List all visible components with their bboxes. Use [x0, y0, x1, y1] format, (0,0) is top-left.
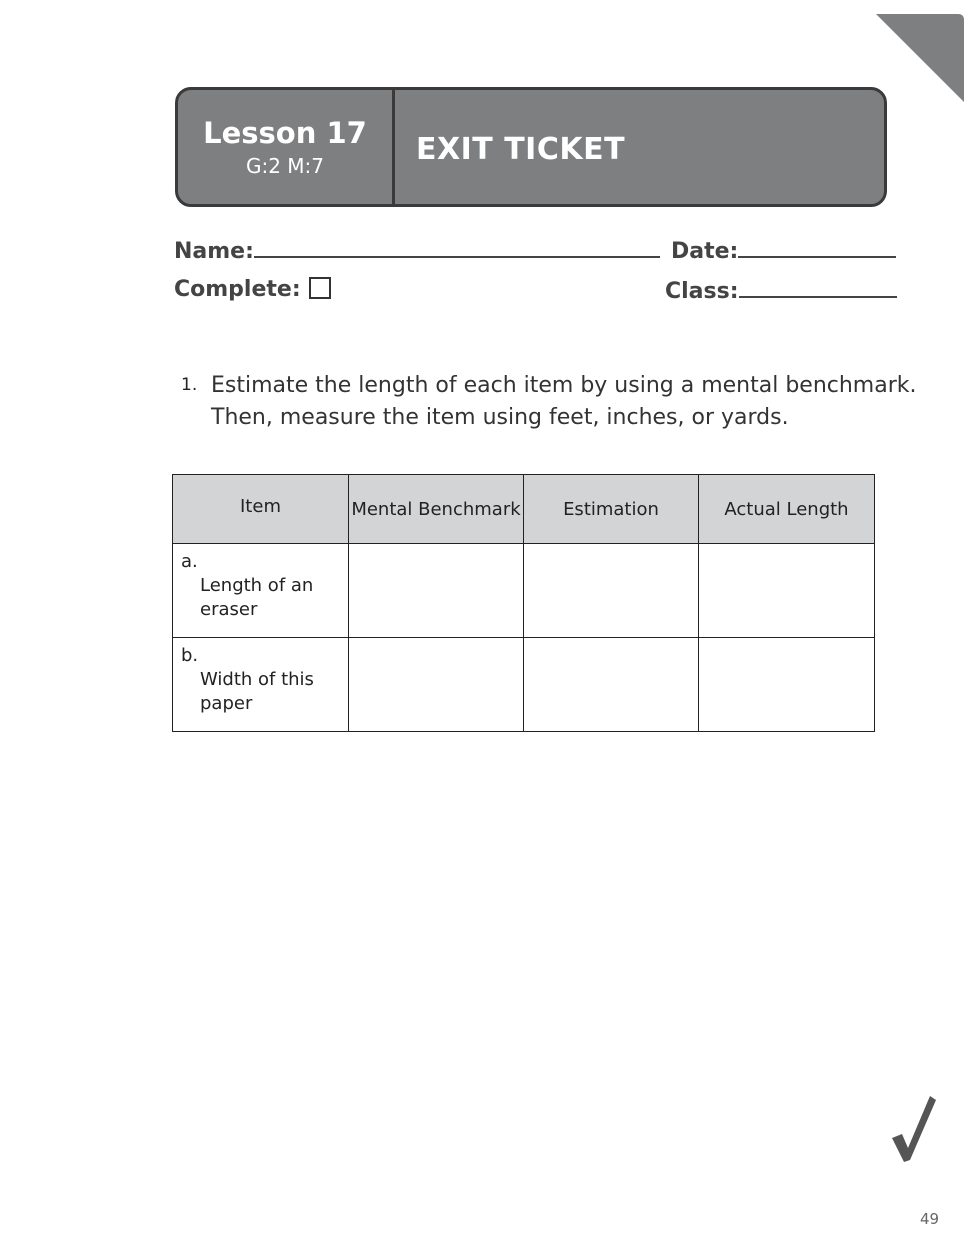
class-label: Class: [665, 279, 739, 304]
row-label-line-2: paper [200, 693, 253, 714]
question-line-1: Estimate the length of each item by using a mental benchmark. [211, 373, 917, 398]
lesson-subtitle: G:2 M:7 [245, 154, 325, 178]
question-text [211, 370, 917, 434]
checkmark-icon [890, 1094, 938, 1164]
estimation-cell[interactable] [524, 638, 699, 732]
date-line[interactable] [738, 236, 896, 258]
measurement-table [172, 474, 875, 732]
header-actual-length: Actual Length [699, 475, 875, 544]
header-estimation: Estimation [524, 475, 699, 544]
row-label-line-1: Width of this [200, 669, 314, 690]
row-label-line-1: Length of an [200, 575, 314, 596]
complete-field[interactable] [174, 276, 331, 304]
header-item: Item [173, 475, 349, 544]
actual-length-cell[interactable] [699, 638, 875, 732]
table-row [173, 638, 875, 732]
lesson-title: Lesson 17 [203, 116, 367, 150]
name-field[interactable] [174, 236, 660, 266]
checkbox-icon[interactable] [309, 277, 331, 299]
exit-ticket-title: EXIT TICKET [416, 132, 626, 167]
header-divider [392, 90, 395, 204]
row-letter: b. [181, 645, 199, 666]
date-label: Date: [671, 239, 739, 264]
question-line-2: Then, measure the item using feet, inches, or yards. [211, 405, 789, 430]
question-number: 1. [181, 375, 198, 395]
complete-label: Complete: [174, 277, 301, 302]
actual-length-cell[interactable] [699, 544, 875, 638]
benchmark-cell[interactable] [349, 544, 524, 638]
header-mental-benchmark: Mental Benchmark [349, 475, 524, 544]
table-header-row [173, 475, 875, 544]
page-number: 49 [920, 1210, 940, 1228]
estimation-cell[interactable] [524, 544, 699, 638]
class-line[interactable] [739, 276, 897, 298]
benchmark-cell[interactable] [349, 638, 524, 732]
lesson-header [175, 87, 887, 207]
name-label: Name: [174, 239, 254, 264]
date-field[interactable] [671, 236, 896, 266]
name-line[interactable] [254, 236, 660, 258]
row-letter: a. [181, 551, 198, 572]
class-field[interactable] [665, 276, 897, 306]
item-cell [173, 544, 349, 638]
corner-tab-icon [874, 14, 964, 104]
table-row [173, 544, 875, 638]
item-cell [173, 638, 349, 732]
row-label-line-2: eraser [200, 599, 258, 620]
